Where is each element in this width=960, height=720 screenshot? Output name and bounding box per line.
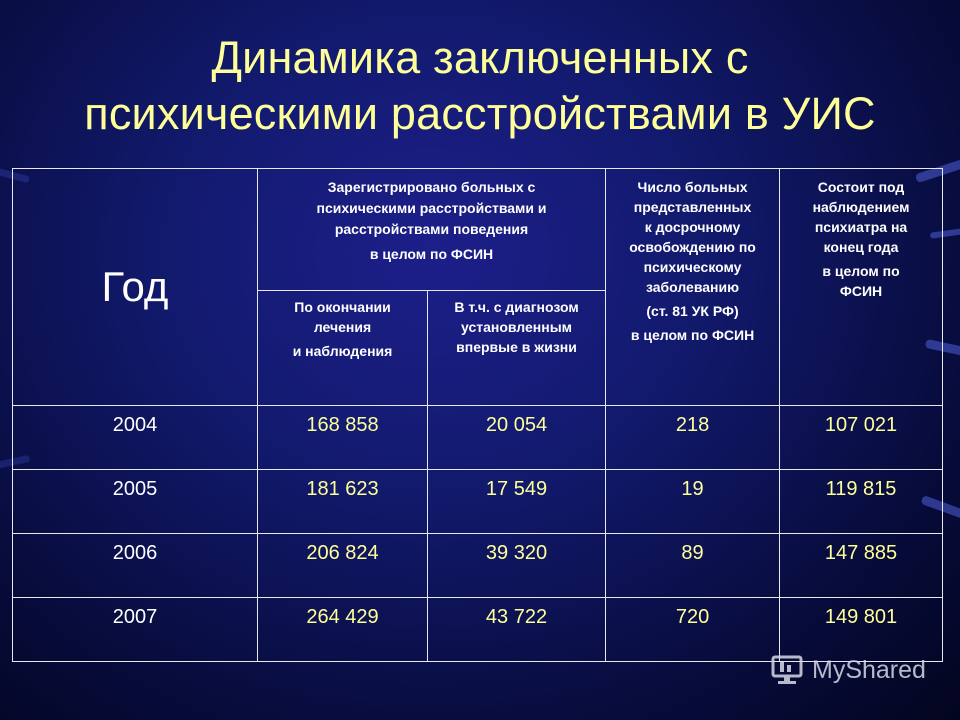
header-registered-line-3: расстройствами поведения: [334, 221, 529, 237]
column-header-registered: [258, 169, 606, 291]
cell-first-diagnosis: 39 320: [428, 534, 606, 598]
table-row: [13, 470, 943, 534]
header-registered-line-1: Зарегистрировано больных с: [327, 179, 536, 195]
header-early-release-line-3: к досрочному: [644, 219, 741, 235]
cell-first-diagnosis: 20 054: [428, 406, 606, 470]
header-end-treatment-line-1: По окончании: [294, 298, 391, 315]
cell-first-diagnosis: 17 549: [428, 470, 606, 534]
column-header-first-diagnosis: [428, 290, 606, 406]
monitor-logo-icon: [770, 654, 806, 686]
header-end-treatment-line-2: лечения: [313, 318, 372, 335]
column-header-early-release: [606, 169, 780, 406]
table-header-row: [13, 169, 943, 291]
header-observed-line-6: ФСИН: [839, 283, 883, 299]
cell-early-release: 89: [606, 534, 780, 598]
header-early-release-line-6: заболеванию: [645, 279, 740, 295]
header-first-diagnosis-line-2: установленным: [461, 318, 573, 335]
header-observed-line-2: наблюдением: [812, 199, 910, 215]
header-early-release-line-5: психическому: [643, 259, 742, 275]
header-early-release-line-8: в целом по ФСИН: [630, 327, 755, 343]
header-observed-line-1: Состоит под: [817, 179, 905, 195]
cell-observed: 147 885: [780, 534, 943, 598]
cell-end-treatment: 206 824: [258, 534, 428, 598]
cell-early-release: 720: [606, 598, 780, 662]
cell-early-release: 218: [606, 406, 780, 470]
cell-year: 2005: [13, 470, 258, 534]
table-row: [13, 598, 943, 662]
cell-early-release: 19: [606, 470, 780, 534]
header-first-diagnosis-line-3: впервые в жизни: [456, 338, 577, 355]
header-observed-line-4: конец года: [823, 239, 899, 255]
header-early-release-line-1: Число больных: [637, 179, 748, 195]
header-early-release-line-7: (ст. 81 УК РФ): [646, 303, 739, 319]
slide-title-line-1: Динамика заключенных с: [211, 32, 749, 83]
cell-end-treatment: 168 858: [258, 406, 428, 470]
cell-observed: 107 021: [780, 406, 943, 470]
header-early-release-line-4: освобождению по: [629, 239, 756, 255]
cell-year: 2004: [13, 406, 258, 470]
cell-year: 2006: [13, 534, 258, 598]
column-header-year: Год: [13, 169, 258, 406]
cell-year: 2007: [13, 598, 258, 662]
cell-end-treatment: 181 623: [258, 470, 428, 534]
column-header-observed: [780, 169, 943, 406]
header-registered-line-4: в целом по ФСИН: [369, 246, 494, 262]
header-end-treatment-line-3: и наблюдения: [292, 342, 393, 359]
cell-first-diagnosis: 43 722: [428, 598, 606, 662]
table-row: [13, 534, 943, 598]
slide-title: [0, 30, 960, 142]
cell-end-treatment: 264 429: [258, 598, 428, 662]
header-early-release-line-2: представленных: [633, 199, 752, 215]
header-observed-line-5: в целом по: [822, 263, 900, 279]
column-header-end-treatment: [258, 290, 428, 406]
cell-observed: 149 801: [780, 598, 943, 662]
cell-observed: 119 815: [780, 470, 943, 534]
myshared-watermark: [770, 654, 926, 686]
prisoners-data-table: [12, 168, 943, 662]
header-registered-line-2: психическими расстройствами и: [316, 200, 547, 216]
watermark-text: MyShared: [812, 655, 926, 684]
header-observed-line-3: психиатра на: [814, 219, 908, 235]
table-row: [13, 406, 943, 470]
header-first-diagnosis-line-1: В т.ч. с диагнозом: [454, 298, 579, 315]
slide-title-line-2: психическими расстройствами в УИС: [84, 88, 876, 139]
